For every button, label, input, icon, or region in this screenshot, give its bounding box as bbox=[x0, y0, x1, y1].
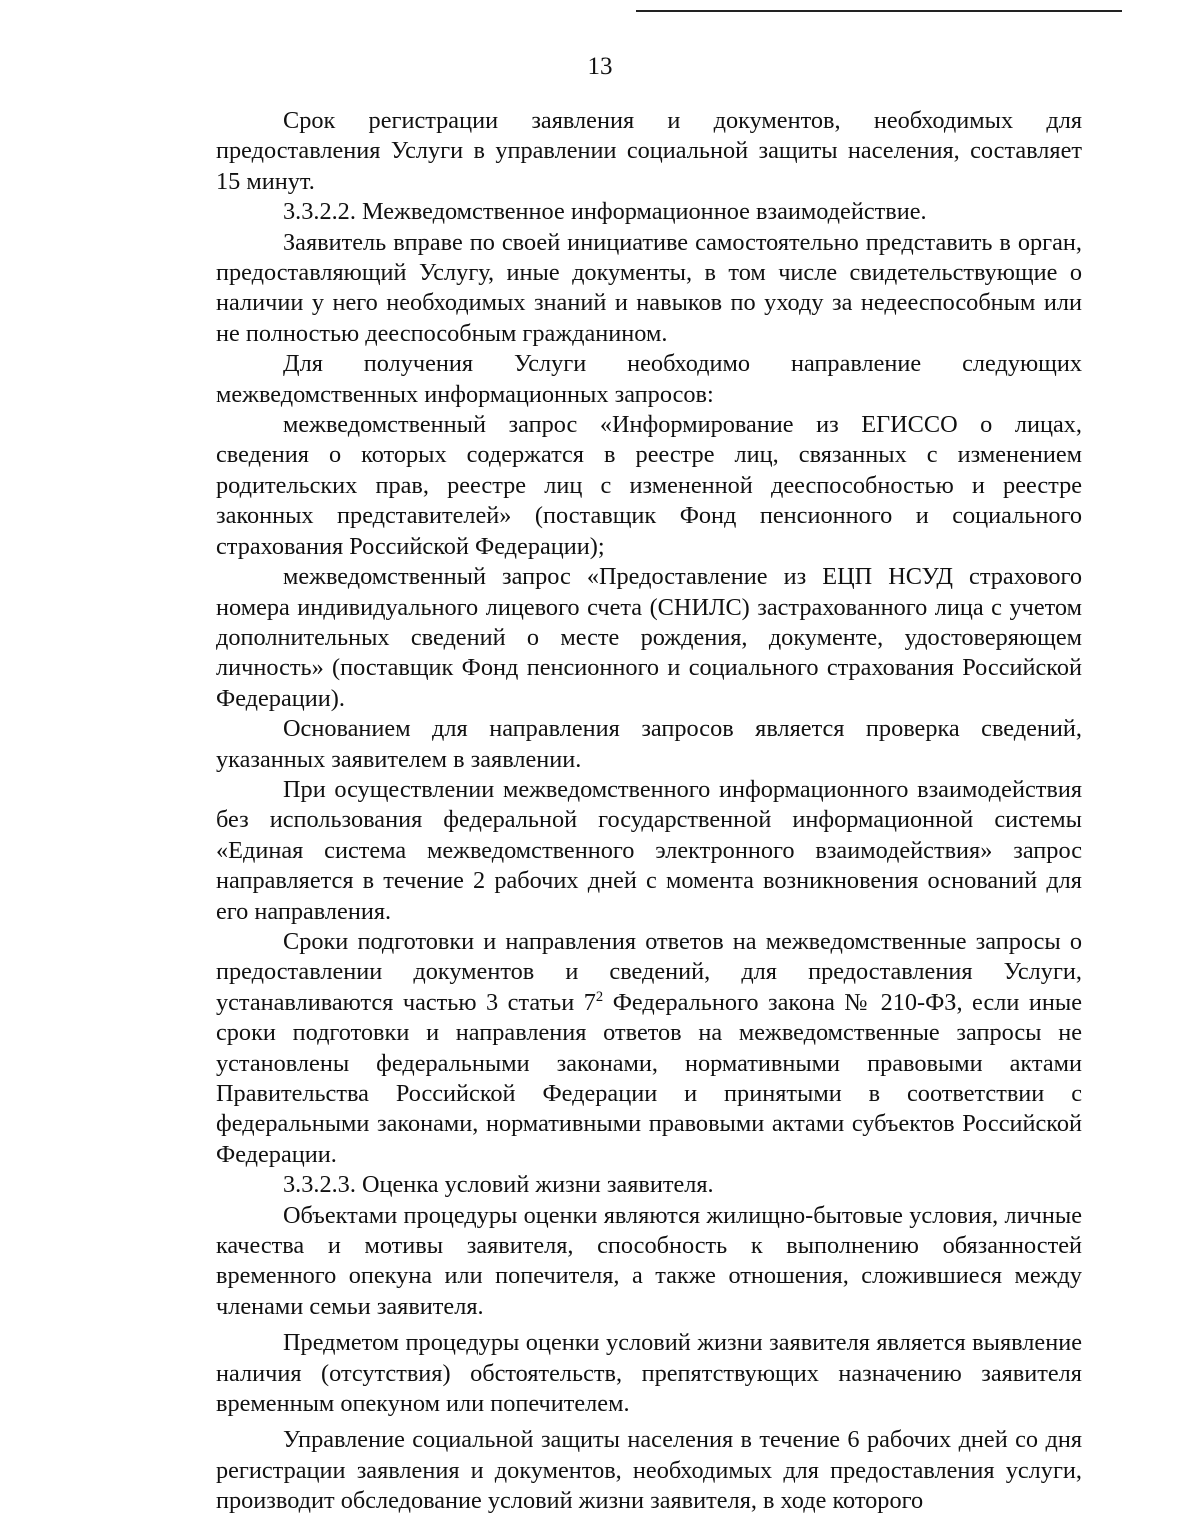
article-superscript: 2 bbox=[595, 988, 604, 1005]
paragraph-request-basis: Основанием для направления запросов является проверка сведений, указанных заявителем в заявлении. bbox=[216, 715, 1082, 773]
paragraph-inspection: Управление социальной защиты населения в течение 6 рабочих дней со дня регистрации заявления и документов, необходимых для предоставления услуги, производит обследование условий жизни заявителя, в ходе которого bbox=[216, 1426, 1082, 1515]
paragraph-registration-term: Срок регистрации заявления и документов, необходимых для предоставления Услуги в управлении социальной защиты населения, составляет 15 минут. bbox=[216, 107, 1082, 195]
paragraph-request-egisso: межведомственный запрос «Информирование из ЕГИССО о лицах, сведения о которых содержатся в реестре лиц, связанных с изменением родительских прав, реестре лиц с измененной дееспособностью и реестре законных представителей» (поставщик Фонд пенсионного и социального страхования Российской Федерации); bbox=[216, 411, 1082, 560]
paragraph-response-terms bbox=[216, 927, 1082, 1170]
paragraph-section-3-3-2-2: 3.3.2.2. Межведомственное информационное взаимодействие. bbox=[283, 198, 927, 226]
paragraph-section-3-3-2-3: 3.3.2.3. Оценка условий жизни заявителя. bbox=[283, 1171, 714, 1199]
document-body bbox=[216, 106, 1082, 1517]
paragraph-request-snils: межведомственный запрос «Предоставление из ЕЦП НСУД страхового номера индивидуального лицевого счета (СНИЛС) застрахованного лица с учетом дополнительных сведений о месте рождения, документе, удостоверяющем личность» (поставщик Фонд пенсионного и социального страхования Российской Федерации). bbox=[216, 563, 1082, 712]
header-rule bbox=[636, 10, 1122, 12]
paragraph-assessment-objects: Объектами процедуры оценки являются жилищно-бытовые условия, личные качества и мотивы заявителя, способность к выполнению обязанностей временного опекуна или попечителя, а также отношения, сложившиеся между членами семьи заявителя. bbox=[216, 1201, 1082, 1320]
page-number: 13 bbox=[587, 53, 613, 80]
paragraph-requests-needed: Для получения Услуги необходимо направление следующих межведомственных информационных запросов: bbox=[216, 350, 1082, 408]
paragraph-applicant-right: Заявитель вправе по своей инициативе самостоятельно представить в орган, предоставляющий Услугу, иные документы, в том числе свидетельствующие о наличии у него необходимых знаний и навыков по уходу за недееспособным или не полностью дееспособным гражданином. bbox=[216, 228, 1082, 347]
paragraph-assessment-subject: Предметом процедуры оценки условий жизни заявителя является выявление наличия (отсутствия) обстоятельств, препятствующих назначению заявителя временным опекуном или попечителем. bbox=[216, 1329, 1082, 1418]
response-terms-text-before: Сроки подготовки и направления ответов на межведомственные запросы о предоставлении документов и сведений, для предоставления Услуги, устанавливаются частью 3 статьи 7 bbox=[216, 927, 1082, 1016]
paragraph-request-timing: При осуществлении межведомственного информационного взаимодействия без использования федеральной государственной информационной системы «Единая система межведомственного электронного взаимодействия» запрос направляется в течение 2 рабочих дней с момента возникновения оснований для его направления. bbox=[216, 775, 1082, 925]
response-terms-text-after: Федерального закона № 210-ФЗ, если иные сроки подготовки и направления ответов на межведомственные запросы не установлены федеральными законами, нормативными правовыми актами Правительства Российской Федерации и принятыми в соответствии с федеральными законами, нормативными правовыми актами субъектов Российской Федерации. bbox=[216, 988, 1082, 1168]
